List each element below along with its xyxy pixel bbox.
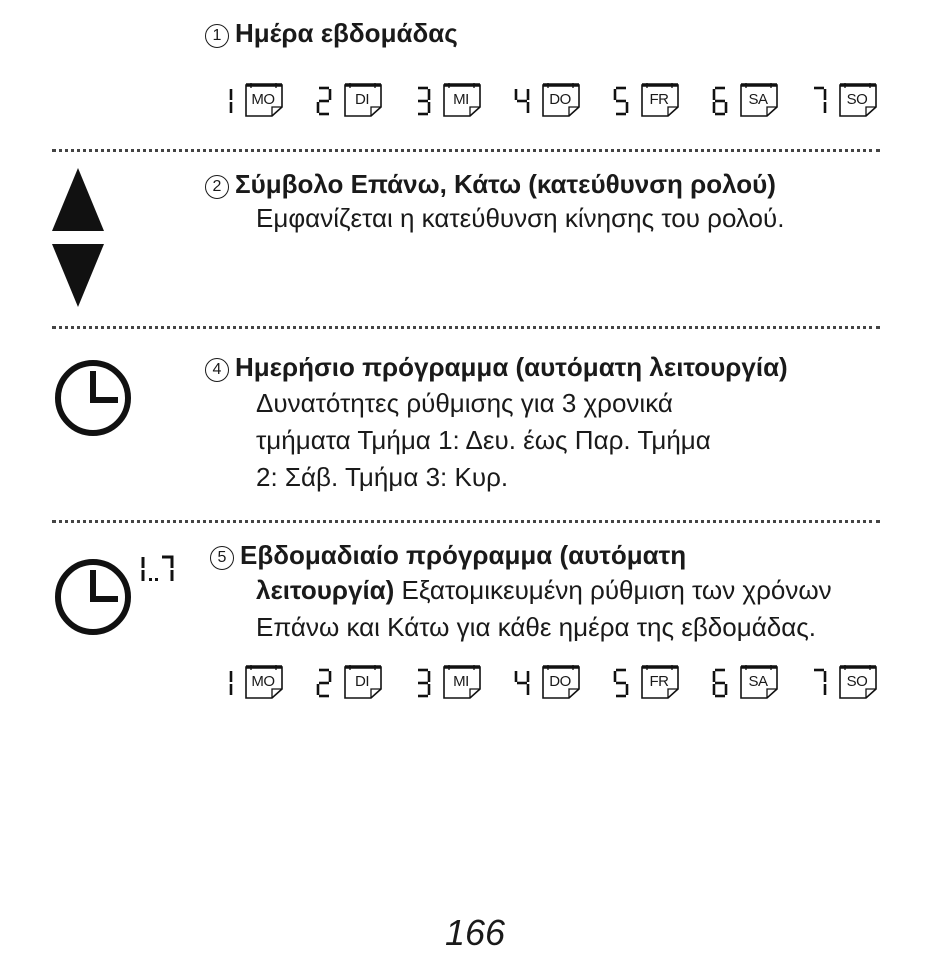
weekday-digit — [613, 668, 629, 698]
weekday-digit — [415, 668, 431, 698]
calendar-page-icon — [641, 665, 679, 699]
weekday-label: MO — [251, 673, 275, 690]
calendar-page-icon — [740, 83, 778, 117]
calendar-page-icon — [542, 83, 580, 117]
section-5-title: Εβδομαδιαίο πρόγραμμα (αυτόματη — [240, 540, 687, 570]
weekday-digit — [415, 86, 431, 116]
weekday-label: MI — [453, 673, 469, 690]
weekday-label: MI — [453, 91, 469, 108]
day-range-indicator — [138, 554, 178, 589]
calendar-page-icon — [839, 665, 877, 699]
calendar-page-icon — [839, 83, 877, 117]
section-4-text-line-2: τμήματα Τμήμα 1: Δευ. έως Παρ. Τμήμα — [256, 425, 711, 455]
calendar-page-icon — [245, 665, 283, 699]
down-arrow-icon — [52, 244, 104, 313]
calendar-page-icon — [344, 665, 382, 699]
weekday-digit — [316, 86, 332, 116]
weekday-label: DI — [355, 673, 369, 690]
section-4-heading — [205, 352, 788, 383]
divider — [52, 149, 880, 152]
section-5-text: Εξατομικευμένη ρύθμιση των χρόνων — [394, 575, 832, 605]
section-2-heading — [205, 169, 776, 200]
weekday-row-1 — [215, 82, 880, 122]
calendar-page-icon — [443, 665, 481, 699]
calendar-page-icon — [344, 83, 382, 117]
calendar-page-icon — [443, 83, 481, 117]
section-5-heading — [210, 540, 686, 571]
calendar-page-icon — [641, 83, 679, 117]
calendar-page-icon — [740, 665, 778, 699]
weekday-digit — [712, 668, 728, 698]
calendar-page-icon — [245, 83, 283, 117]
divider — [52, 520, 880, 523]
weekday-digit — [613, 86, 629, 116]
up-arrow-icon — [52, 168, 104, 237]
page-number: 166 — [444, 912, 506, 953]
section-number: 4 — [205, 358, 229, 382]
day-range-label — [178, 554, 179, 555]
weekly-clock-icon — [52, 556, 134, 643]
weekday-digit — [514, 86, 530, 116]
weekday-row-2 — [215, 664, 880, 704]
section-number: 5 — [210, 546, 234, 570]
section-1-heading — [205, 18, 458, 49]
weekday-label: FR — [649, 673, 669, 690]
section-5-title-cont: λειτουργία) — [256, 575, 395, 605]
weekday-label: DO — [549, 91, 571, 108]
weekday-digit — [316, 668, 332, 698]
weekday-digit — [712, 86, 728, 116]
weekday-digit — [514, 668, 530, 698]
weekday-digit — [811, 668, 827, 698]
section-2-text: Εμφανίζεται η κατεύθυνση κίνησης του ρολού. — [256, 203, 785, 233]
section-5-text-line-2 — [256, 572, 832, 609]
weekday-digit — [811, 86, 827, 116]
section-2-title: Σύμβολο Επάνω, Κάτω (κατεύθυνση ρολού) — [235, 169, 776, 199]
clock-icon — [52, 357, 134, 444]
section-number: 1 — [205, 24, 229, 48]
weekday-label: SA — [748, 673, 768, 690]
weekday-label: SO — [846, 91, 868, 108]
section-4-text-line-1: Δυνατότητες ρύθμισης για 3 χρονικά — [256, 388, 673, 418]
section-4-title: Ημερήσιο πρόγραμμα (αυτόματη λειτουργία) — [235, 352, 788, 382]
weekday-label: DO — [549, 673, 571, 690]
calendar-page-icon — [542, 665, 580, 699]
section-5-text-line-3: Επάνω και Κάτω για κάθε ημέρα της εβδομάδας. — [256, 612, 816, 642]
weekday-label: SA — [748, 91, 768, 108]
weekday-label: FR — [649, 91, 669, 108]
section-number: 2 — [205, 175, 229, 199]
weekday-label: SO — [846, 673, 868, 690]
divider — [52, 326, 880, 329]
weekday-label: DI — [355, 91, 369, 108]
weekday-label: MO — [251, 91, 275, 108]
section-1-title: Ημέρα εβδομάδας — [235, 18, 458, 48]
weekday-digit — [217, 668, 233, 698]
weekday-digit — [217, 86, 233, 116]
section-4-text-line-3: 2: Σάβ. Τμήμα 3: Κυρ. — [256, 462, 509, 492]
